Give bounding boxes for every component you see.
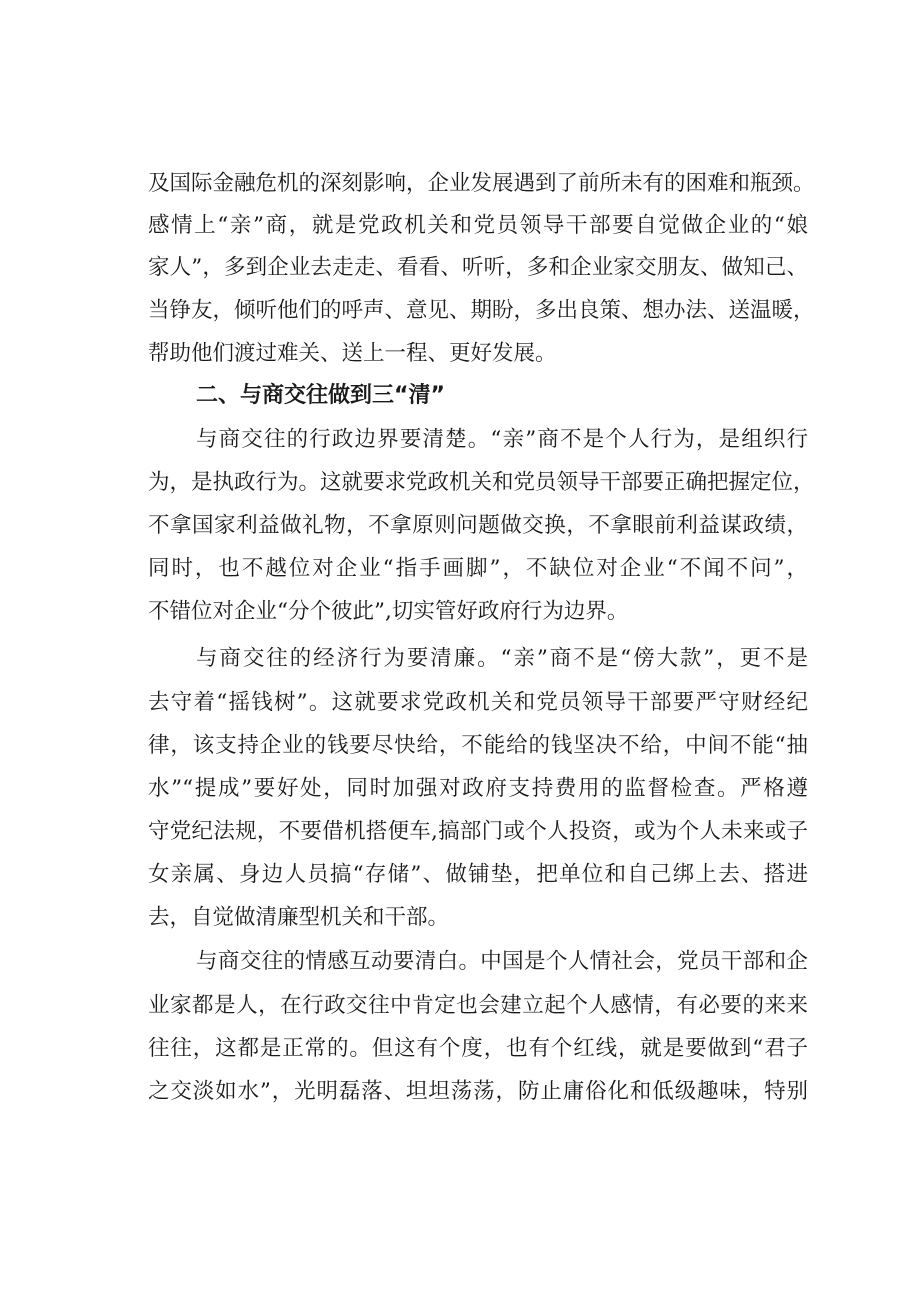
paragraph-line: 往往，这都是正常的。但这有个度，也有个红线，就是要做到“君子	[148, 1036, 808, 1061]
paragraph-line: 感情上“亲”商，就是党政机关和党员领导干部要自觉做企业的“娘	[148, 213, 808, 238]
paragraph-line: 同时，也不越位对企业“指手画脚”，不缺位对企业“不闻不问”，	[148, 556, 808, 581]
paragraph-line: 之交淡如水”，光明磊落、坦坦荡荡，防止庸俗化和低级趣味，特别	[148, 1079, 808, 1104]
paragraph-line: 女亲属、身边人员搞“存储”、做铺垫，把单位和自己绑上去、搭进	[148, 862, 808, 887]
paragraph-line: 去，自觉做清廉型机关和干部。	[148, 905, 450, 930]
paragraph-line: 不拿国家利益做礼物，不拿原则问题做交换，不拿眼前利益谋政绩，	[148, 513, 808, 538]
paragraph-line: 与商交往的行政边界要清楚。“亲”商不是个人行为，是组织行	[196, 427, 808, 452]
paragraph-line: 律，该支持企业的钱要尽快给，不能给的钱坚决不给，中间不能“抽	[148, 733, 808, 758]
paragraph-line: 及国际金融危机的深刻影响，企业发展遇到了前所未有的困难和瓶颈。	[148, 171, 815, 196]
paragraph-line: 守党纪法规，不要借机搭便车,搞部门或个人投资，或为个人未来或子	[148, 819, 808, 844]
paragraph-line: 为，是执政行为。这就要求党政机关和党员领导干部要正确把握定位，	[148, 470, 815, 495]
paragraph-line: 与商交往的情感互动要清白。中国是个人情社会，党员干部和企	[196, 949, 808, 974]
section-heading: 二、与商交往做到三“清”	[196, 383, 445, 408]
paragraph-line: 帮助他们渡过难关、送上一程、更好发展。	[148, 341, 557, 366]
paragraph-line: 不错位对企业“分个彼此”,切实管好政府行为边界。	[148, 599, 629, 624]
paragraph-line: 与商交往的经济行为要清廉。“亲”商不是“傍大款”，更不是	[196, 646, 808, 671]
paragraph-line: 业家都是人，在行政交往中肯定也会建立起个人感情，有必要的来来	[148, 993, 808, 1018]
paragraph-line: 家人”，多到企业去走走、看看、听听，多和企业家交朋友、做知己、	[148, 255, 808, 280]
paragraph-line: 当铮友，倾听他们的呼声、意见、期盼，多出良策、想办法、送温暖，	[148, 298, 815, 323]
paragraph-line: 去守着“摇钱树”。这就要求党政机关和党员领导干部要严守财经纪	[148, 690, 808, 715]
paragraph-line: 水”“提成”要好处，同时加强对政府支持费用的监督检查。严格遵	[148, 776, 808, 801]
